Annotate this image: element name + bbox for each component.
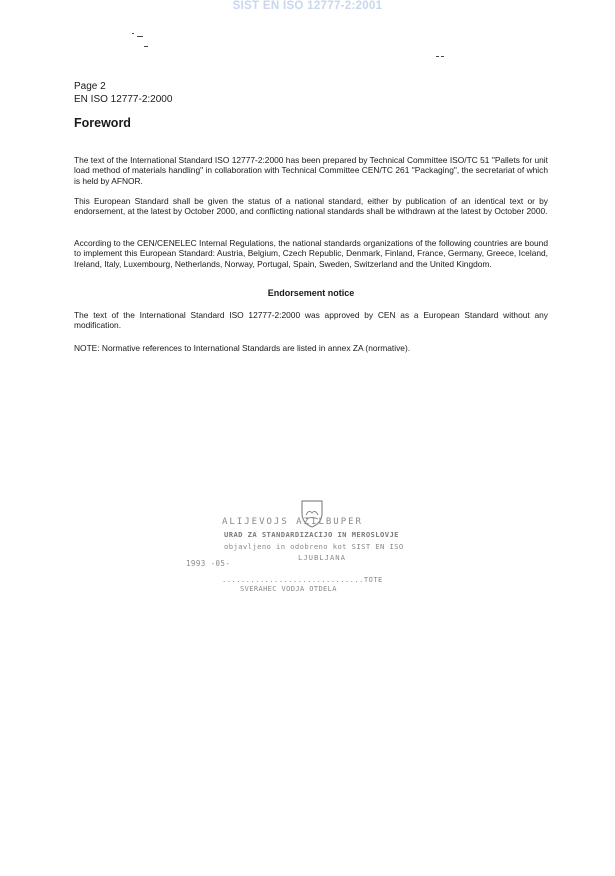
scan-speck [137, 36, 143, 37]
scan-speck [436, 56, 439, 57]
page-number: Page 2 [74, 81, 106, 92]
scan-speck [144, 46, 148, 47]
official-stamp [180, 497, 420, 601]
stamp-line-6: ..............................TOTE [222, 575, 383, 584]
foreword-paragraph-3: According to the CEN/CENELEC Internal Regulations, the national standards organizations of the following countries are bound to implement this European Standard: Austria, Belgium, Czech Republic, Denmark, Finland, France, Germany, Greece, Iceland, Ireland, Italy, Luxembourg, Netherlands, Norway, Portugal, Spain, Sweden, Switzerland and the United Kingdom. [74, 238, 548, 269]
page-info [74, 80, 172, 106]
endorsement-heading: Endorsement notice [267, 288, 355, 298]
standard-reference: EN ISO 12777-2:2000 [74, 94, 173, 105]
scan-speck [132, 33, 134, 34]
stamp-line-3: objavljeno in odobreno kot SIST EN ISO [224, 542, 404, 551]
stamp-line-2: URAD ZA STANDARDIZACIJO IN MEROSLOVJE [224, 530, 399, 539]
normative-note: NOTE: Normative references to International Standards are listed in annex ZA (normative). [74, 343, 411, 353]
foreword-paragraph-1: The text of the International Standard ISO 12777-2:2000 has been prepared by Technical Committee ISO/TC 51 "Pallets for unit load method of materials handling" in collaboration with Technical Committee CEN/TC 261 "Packaging", the secretariat of which is held by AFNOR. [74, 155, 548, 186]
endorsement-text: The text of the International Standard ISO 12777-2:2000 was approved by CEN as a European Standard without any modification. [74, 310, 548, 331]
stamp-line-4: LJUBLJANA [298, 553, 346, 562]
foreword-heading: Foreword [74, 116, 131, 130]
scan-speck [441, 56, 444, 57]
foreword-paragraph-2: This European Standard shall be given the status of a national standard, either by publication of an identical text or by endorsement, at the latest by October 2000, and conflicting national standards shall be withdrawn at the latest by October 2000. [74, 196, 548, 217]
stamp-line-1: ALIJEVOJS AZILBUPER [222, 517, 363, 527]
stamp-line-7: SVERAHEC VODJA OTDELA [240, 585, 337, 593]
document-watermark-header: SIST EN ISO 12777-2:2001 [232, 0, 383, 12]
stamp-line-5: 1993 -05- [186, 559, 231, 568]
